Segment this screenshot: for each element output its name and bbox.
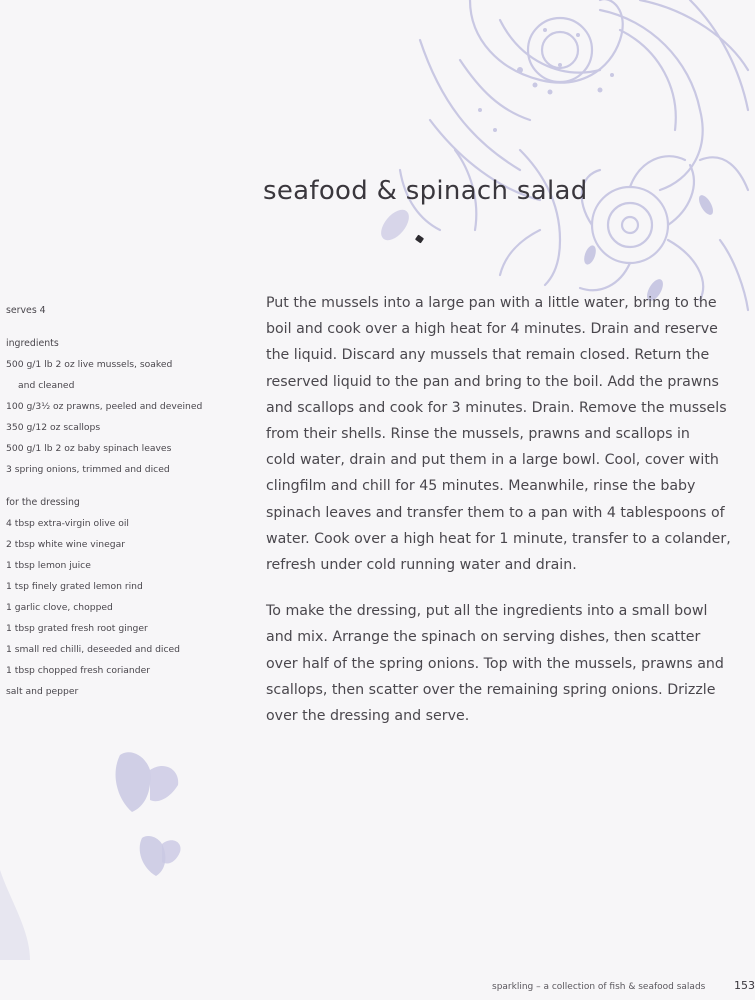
ingredient-item: and cleaned [18,380,75,391]
running-footer: sparkling – a collection of fish & seafood salads [492,982,706,992]
method-line: refresh under cold running water and drain. [266,557,577,574]
dressing-item: salt and pepper [6,686,79,697]
page-number: 153 [734,979,755,992]
dressing-item: 1 tsp finely grated lemon rind [6,581,143,592]
ingredients-heading: ingredients [6,338,59,349]
method-line: To make the dressing, put all the ingredients into a small bowl [266,603,708,620]
method-line: boil and cook over a high heat for 4 minutes. Drain and reserve [266,321,718,338]
method-line: clingfilm and chill for 45 minutes. Meanwhile, rinse the baby [266,478,696,495]
dressing-item: 4 tbsp extra-virgin olive oil [6,518,129,529]
dressing-item: 1 tbsp chopped fresh coriander [6,665,151,676]
method-text [266,290,736,729]
method-line: and mix. Arrange the spinach on serving dishes, then scatter [266,629,701,646]
method-line: over half of the spring onions. Top with the mussels, prawns and [266,655,724,672]
dressing-item: 1 tbsp lemon juice [6,560,91,571]
method-paragraph-2 [266,598,736,729]
method-line: spinach leaves and transfer them to a pan with 4 tablespoons of [266,504,725,521]
method-line: the liquid. Discard any mussels that remain closed. Return the [266,347,710,364]
method-line: cold water, drain and put them in a large bowl. Cool, cover with [266,452,719,469]
ingredient-item: 3 spring onions, trimmed and diced [6,464,170,475]
dressing-item: 1 tbsp grated fresh root ginger [6,623,148,634]
method-line: and scallops and cook for 3 minutes. Drain. Remove the mussels [266,399,727,416]
method-line: from their shells. Rinse the mussels, prawns and scallops in [266,426,690,443]
method-line: water. Cook over a high heat for 1 minute, transfer to a colander, [266,530,731,547]
ingredient-item: 500 g/1 lb 2 oz baby spinach leaves [6,443,172,454]
method-paragraph-1 [266,290,736,578]
ingredients-sidebar [6,300,236,702]
recipe-title: seafood & spinach salad [263,176,588,206]
serves-label: serves 4 [6,305,46,316]
dressing-item: 1 small red chilli, deseeded and diced [6,644,181,655]
ingredient-item: 350 g/12 oz scallops [6,422,101,433]
method-line: over the dressing and serve. [266,708,470,725]
dressing-item: 1 garlic clove, chopped [6,602,113,613]
method-line: reserved liquid to the pan and bring to the boil. Add the prawns [266,373,719,390]
ingredient-item: 500 g/1 lb 2 oz live mussels, soaked [6,359,173,370]
dressing-item: 2 tbsp white wine vinegar [6,539,125,550]
dressing-heading: for the dressing [6,497,80,508]
ingredient-item: 100 g/3½ oz prawns, peeled and deveined [6,401,203,412]
method-line: scallops, then scatter over the remaining spring onions. Drizzle [266,681,716,698]
method-line: Put the mussels into a large pan with a little water, bring to the [266,295,717,311]
